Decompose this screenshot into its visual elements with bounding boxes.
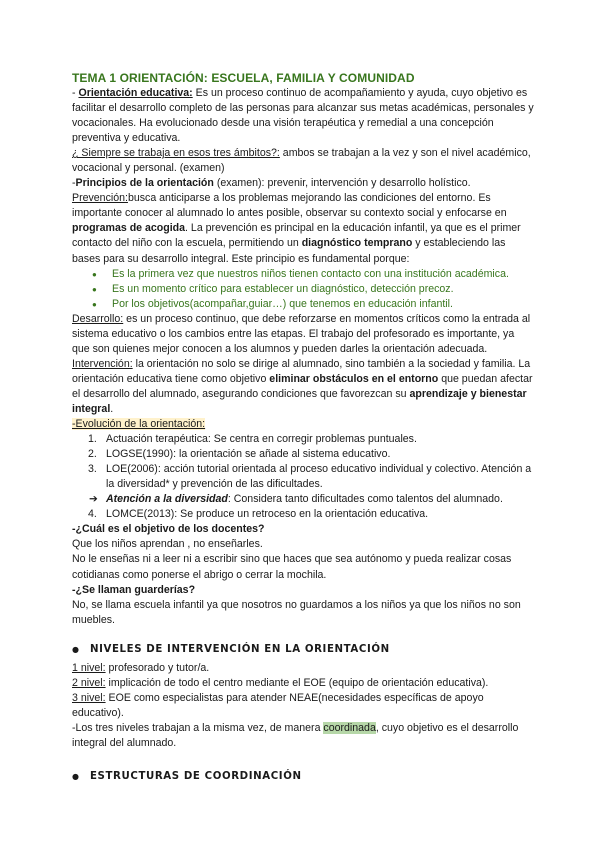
paragraph-coordinada	[72, 721, 534, 751]
evolucion-list	[72, 432, 534, 522]
prevencion-bold-1: programas de acogida	[72, 222, 186, 235]
document-page	[72, 71, 534, 788]
nivel-label: 1 nivel:	[72, 661, 106, 674]
list-item	[88, 462, 534, 492]
desarrollo-text: es un proceso continuo, que debe reforzarse en momentos críticos como la entrada al sistema educativo o los cambios entre las etapas. El trabajo del profesorado es importante, ya que son quienes mejor conocen a los alumnos y pueden darles la orientación adecuada.	[72, 312, 531, 355]
lead-dash: -	[72, 87, 79, 99]
item-number: 4.	[88, 508, 97, 521]
answer-guarderias: No, se llama escuela infantil ya que nosotros no guardamos a los niños ya que los niños no son muebles.	[72, 598, 521, 626]
list-item: ● Es la primera vez que nuestros niños tienen contacto con una institución académica.	[102, 267, 534, 282]
paragraph-orientacion-educativa	[72, 86, 534, 146]
intervencion-text-3: .	[110, 402, 114, 415]
nivel-item	[72, 691, 534, 721]
arrow-icon: ➔	[89, 493, 98, 506]
answer-objetivo-1: Que los niños aprendan , no enseñarles.	[72, 538, 263, 551]
nivel-item	[72, 676, 534, 691]
section-title: NIVELES DE INTERVENCIÓN EN LA ORIENTACIÓN	[90, 643, 390, 655]
prevencion-bullet-list	[72, 267, 534, 312]
paragraph-intervencion	[72, 357, 534, 417]
section-title: ESTRUCTURAS DE COORDINACIÓN	[90, 771, 302, 783]
intervencion-bold-2: aprendizaje y bienestar integral	[72, 387, 527, 415]
coordinada-text-2: , cuyo objetivo es el desarrollo integral del alumnado.	[72, 721, 519, 749]
lead-dash: -	[72, 177, 76, 190]
term-principios: Principios de la orientación	[75, 177, 214, 190]
list-item	[88, 432, 534, 447]
bullet-icon: ●	[72, 644, 80, 654]
prevencion-text-3: y estableciendo las bases para su desarrollo integral. Este principio es fundamental porque:	[72, 237, 506, 265]
term-desarrollo: Desarrollo:	[72, 312, 124, 325]
term-orientacion-educativa: Orientación educativa:	[78, 87, 193, 99]
question-objetivo-docentes: -¿Cuál es el objetivo de los docentes?	[72, 523, 265, 536]
item-number: 2.	[88, 448, 97, 461]
item-text: LOGSE(1990): la orientación se añade al sistema educativo.	[106, 448, 391, 461]
coordinada-highlight: coordinada	[323, 721, 376, 734]
term-intervencion: Intervención:	[72, 357, 133, 370]
paragraph-principios	[72, 176, 534, 191]
prevencion-text-2: . La prevención es principal en la educación infantil, ya que es el primer contacto del niño con la escuela, permitiendo un	[72, 222, 521, 250]
intervencion-text-1: la orientación no solo se dirige al alumnado, sino también a la sociedad y familia. La orientación educativa tiene como objetivo	[72, 357, 531, 385]
item-number: 3.	[88, 463, 97, 476]
coordinada-text-1: -Los tres niveles trabajan a la misma vez, de manera	[72, 721, 324, 734]
item-text: Actuación terapéutica: Se centra en corregir problemas puntuales.	[106, 433, 417, 446]
list-item: ● Es un momento crítico para establecer un diagnóstico, detección precoz.	[102, 282, 534, 297]
bullet-icon: ●	[72, 772, 80, 782]
arrow-text: : Considera tanto dificultades como talentos del alumnado.	[227, 493, 503, 506]
question-tres-ambitos: ¿ Siempre se trabaja en esos tres ámbitos?:	[72, 147, 280, 160]
paragraph-prevencion	[72, 191, 534, 266]
evolucion-heading-text: -Evolución de la orientación:	[72, 418, 206, 431]
list-item: ● Por los objetivos(acompañar,guiar…) que tenemos en educación infantil.	[102, 297, 534, 312]
nivel-text: implicación de todo el centro mediante el EOE (equipo de orientación educativa).	[105, 676, 489, 689]
list-item	[88, 507, 534, 522]
paragraph-tres-ambitos	[72, 146, 534, 176]
item-text: LOE(2006): acción tutorial orientada al proceso educativo individual y colectivo. Atención a la diversidad* y prevención de las dificultades.	[106, 463, 532, 491]
section-heading-estructuras	[72, 769, 534, 784]
nivel-item	[72, 661, 534, 676]
list-item	[88, 447, 534, 462]
item-number: 1.	[88, 433, 97, 446]
nivel-label: 3 nivel:	[72, 691, 106, 704]
orientacion-text: Es un proceso continuo de acompañamiento y ayuda, cuyo objetivo es facilitar el desarrollo completo de las personas para alcanzar sus metas académicas, personales y vocacionales. Ha evolucionado desde una visión terapéutica y remedial a una concepción preventiva y educativa.	[72, 87, 534, 145]
prevencion-bold-2: diagnóstico temprano	[301, 237, 413, 250]
question-guarderias: -¿Se llaman guarderías?	[72, 583, 196, 596]
answer-objetivo-2: No le enseñas ni a leer ni a escribir sino que haces que sea autónomo y pueda realizar cosas cotidianas como ponerse el abrigo o cerrar la mochila.	[72, 553, 512, 581]
evolucion-heading	[72, 417, 534, 432]
nivel-text: EOE como especialistas para atender NEAE(necesidades específicas de apoyo educativo).	[72, 691, 484, 719]
list-item-arrow	[89, 492, 534, 507]
principios-text: (examen): prevenir, intervención y desarrollo holístico.	[213, 177, 471, 190]
tres-ambitos-text: ambos se trabajan a la vez y son el nivel académico, vocacional y personal. (examen)	[72, 147, 531, 175]
prevencion-text-1: busca anticiparse a los problemas mejorando las condiciones del entorno. Es importante conocer al alumnado lo antes posible, observar su contexto social y enfocarse en	[72, 192, 507, 220]
paragraph-desarrollo	[72, 312, 534, 357]
item-text: LOMCE(2013): Se produce un retroceso en la orientación educativa.	[106, 508, 429, 521]
intervencion-bold-1: eliminar obstáculos en el entorno	[269, 372, 439, 385]
arrow-bold-text: Atención a la diversidad	[106, 493, 228, 506]
nivel-label: 2 nivel:	[72, 676, 106, 689]
section-heading-niveles	[72, 642, 534, 657]
term-prevencion: Prevención:	[72, 192, 128, 205]
document-title: TEMA 1 ORIENTACIÓN: ESCUELA, FAMILIA Y COMUNIDAD	[72, 71, 415, 85]
nivel-text: profesorado y tutor/a.	[105, 661, 210, 674]
intervencion-text-2: que puedan afectar el desarrollo del alumnado, asegurando condiciones que favorezcan su	[72, 372, 533, 400]
